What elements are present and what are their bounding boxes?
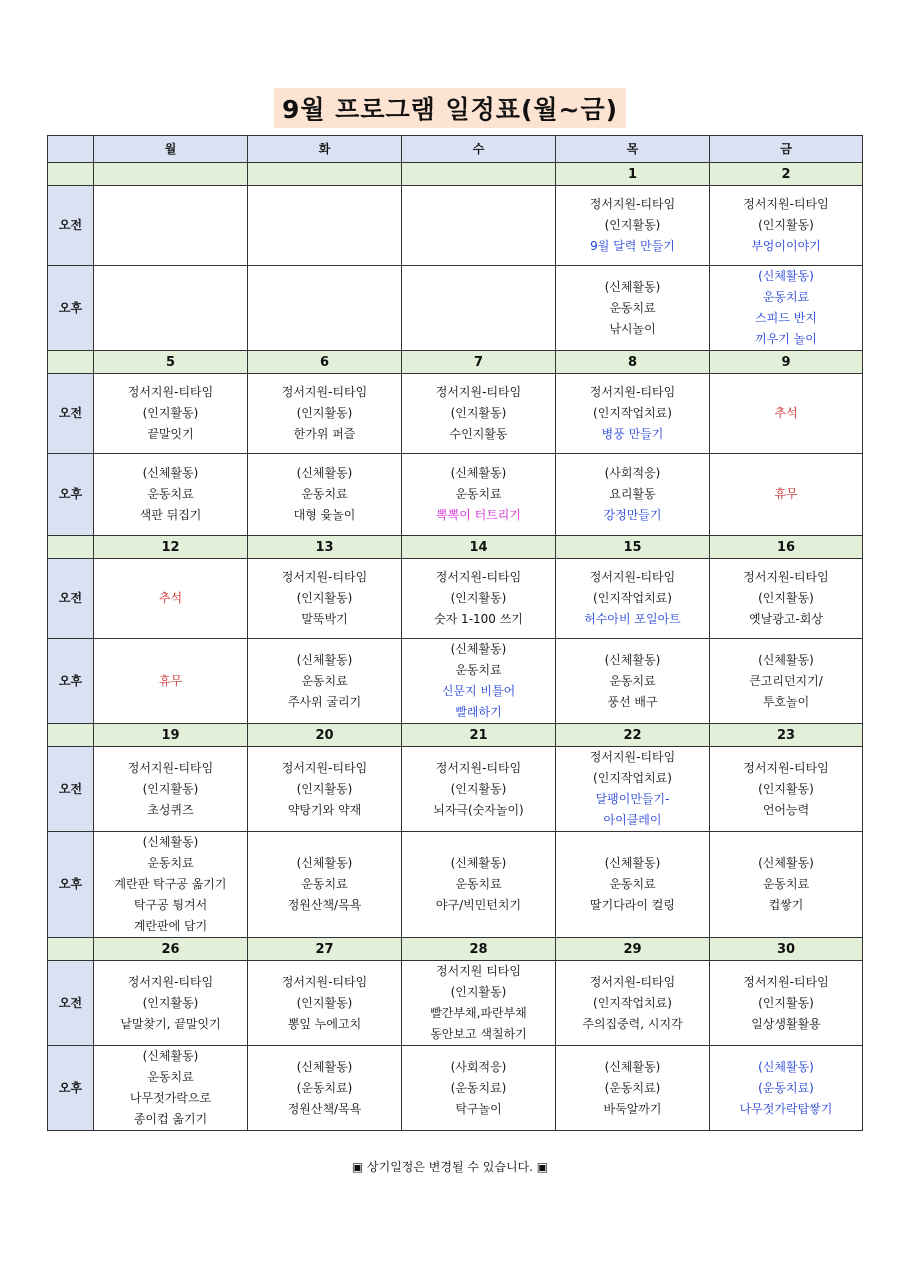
activity-line: (운동치료) — [758, 1080, 814, 1095]
activity-line: 낱말찾기, 끝말잇기 — [120, 1016, 221, 1031]
activity-line: (인지활동) — [604, 218, 661, 232]
date-cell: 20 — [248, 724, 402, 747]
activity-line: (신체활동) — [758, 652, 814, 667]
schedule-cell — [248, 559, 402, 639]
activity-line: 딸기다라이 컬링 — [590, 898, 675, 912]
schedule-cell — [94, 186, 248, 266]
activity-line: (인지작업치료) — [593, 995, 672, 1010]
schedule-cell — [248, 1046, 402, 1131]
activity-line: 나무젓가락탑쌓기 — [739, 1101, 833, 1116]
day-header-row — [48, 136, 863, 163]
activity-line: (인지활동) — [450, 985, 507, 999]
activity-line: (인지활동) — [758, 995, 814, 1010]
activity-line: 일상생활활용 — [751, 1016, 821, 1031]
schedule-cell — [94, 1046, 248, 1131]
schedule-cell — [248, 747, 402, 832]
activity-line: 컵쌓기 — [768, 898, 804, 912]
date-cell: 9 — [710, 351, 863, 374]
date-cell: 26 — [94, 938, 248, 961]
date-cell: 16 — [710, 536, 863, 559]
schedule-cell — [556, 639, 710, 724]
activity-line: (신체활동) — [296, 466, 353, 480]
activity-line: (신체활동) — [604, 652, 661, 667]
period-row-am — [48, 374, 863, 454]
schedule-cell — [710, 559, 863, 639]
activity-line: 정원산책/목욕 — [287, 898, 362, 912]
date-cell: 2 — [710, 163, 863, 186]
activity-line: (인지활동) — [296, 591, 353, 605]
period-row-am — [48, 559, 863, 639]
activity-line: 정서지원-티타임 — [435, 570, 522, 584]
schedule-cell — [556, 454, 710, 536]
activity-line: (신체활동) — [296, 856, 353, 870]
date-row-label — [48, 724, 94, 747]
activity-line: (인지활동) — [142, 995, 199, 1010]
activity-line: 부엉이이야기 — [751, 239, 821, 253]
period-label: 오전 — [48, 559, 94, 639]
activity-line: (신체활동) — [142, 835, 199, 849]
activity-line: 운동치료 — [301, 673, 348, 688]
activity-line: 아이클레이 — [603, 813, 662, 827]
date-row — [48, 724, 863, 747]
schedule-cell — [248, 832, 402, 938]
activity-line: 정서지원-티타임 — [589, 750, 676, 764]
activity-line: 운동치료 — [301, 877, 348, 891]
schedule-cell — [94, 832, 248, 938]
title-wrap — [0, 88, 900, 128]
activity-line: 운동치료 — [455, 487, 502, 501]
schedule-cell — [556, 266, 710, 351]
schedule-cell — [710, 639, 863, 724]
activity-line: 정서지원-티타임 — [589, 385, 676, 399]
schedule-cell — [710, 454, 863, 536]
activity-line: 정서지원-티타임 — [127, 760, 214, 775]
date-cell: 22 — [556, 724, 710, 747]
activity-line: 병풍 만들기 — [601, 427, 664, 441]
period-row-am — [48, 186, 863, 266]
activity-line: 정서지원-티타임 — [589, 974, 676, 989]
activity-line: 수인지활동 — [449, 427, 508, 441]
activity-line: 정서지원-티타임 — [589, 197, 676, 211]
activity-line: (운동치료) — [450, 1080, 507, 1095]
activity-line: 끼우기 놀이 — [755, 332, 817, 346]
activity-line: (신체활동) — [604, 279, 661, 294]
activity-line: 강정만들기 — [603, 508, 662, 522]
activity-line: (인지활동) — [142, 781, 199, 796]
date-cell: 29 — [556, 938, 710, 961]
period-label: 오후 — [48, 832, 94, 938]
schedule-cell — [710, 832, 863, 938]
date-row-label — [48, 938, 94, 961]
activity-line: 투호놀이 — [762, 694, 810, 709]
schedule-cell — [402, 961, 556, 1046]
date-cell — [402, 163, 556, 186]
date-cell: 6 — [248, 351, 402, 374]
schedule-cell — [402, 639, 556, 724]
activity-line: (인지활동) — [758, 591, 814, 605]
date-row-label — [48, 163, 94, 186]
period-row-pm — [48, 639, 863, 724]
schedule-cell — [248, 374, 402, 454]
day-header-fri: 금 — [710, 136, 863, 163]
schedule-cell — [94, 747, 248, 832]
activity-line: 정원산책/목욕 — [287, 1101, 362, 1116]
date-cell: 30 — [710, 938, 863, 961]
activity-line: 낚시놀이 — [609, 321, 656, 336]
schedule-cell — [710, 266, 863, 351]
activity-line: 탁구놀이 — [455, 1101, 502, 1116]
activity-line: 운동치료 — [609, 300, 656, 315]
activity-line: 탁구공 튕겨서 — [133, 898, 208, 912]
activity-line: (신체활동) — [758, 856, 814, 870]
period-label: 오후 — [48, 1046, 94, 1131]
date-cell: 28 — [402, 938, 556, 961]
schedule-cell — [248, 961, 402, 1046]
period-row-pm — [48, 832, 863, 938]
schedule-cell — [710, 186, 863, 266]
activity-line: 언어능력 — [762, 802, 810, 817]
day-header-mon: 월 — [94, 136, 248, 163]
schedule-cell — [402, 747, 556, 832]
activity-line: 계란판 탁구공 옮기기 — [114, 877, 227, 891]
activity-line: 운동치료 — [301, 487, 348, 501]
activity-line: 정서지원-티타임 — [743, 197, 829, 211]
activity-line: (신체활동) — [296, 1059, 353, 1074]
schedule-cell — [402, 266, 556, 351]
activity-line: 나무젓가락으로 — [129, 1091, 212, 1105]
activity-line: (인지활동) — [296, 406, 353, 420]
activity-line: 정서지원-티타임 — [589, 570, 676, 584]
schedule-cell — [402, 374, 556, 454]
activity-line: 운동치료 — [609, 877, 656, 891]
period-label: 오전 — [48, 186, 94, 266]
activity-line: (신체활동) — [604, 1059, 661, 1074]
activity-line: (인지활동) — [758, 218, 814, 232]
activity-line: 추석 — [774, 406, 798, 420]
period-row-am — [48, 961, 863, 1046]
activity-line: 정서지원-티타임 — [281, 570, 368, 584]
activity-line: (인지활동) — [296, 781, 353, 796]
period-label: 오전 — [48, 961, 94, 1046]
activity-line: (신체활동) — [758, 1059, 814, 1074]
activity-line: 운동치료 — [455, 877, 502, 891]
schedule-cell — [710, 961, 863, 1046]
period-label: 오전 — [48, 374, 94, 454]
activity-line: 정서지원-티타임 — [743, 570, 829, 584]
activity-line: (인지활동) — [296, 995, 353, 1010]
period-label: 오후 — [48, 639, 94, 724]
date-cell: 14 — [402, 536, 556, 559]
activity-line: (인지작업치료) — [593, 406, 672, 420]
activity-line: 운동치료 — [147, 1070, 194, 1084]
activity-line: (사회적응) — [450, 1059, 507, 1074]
date-row — [48, 351, 863, 374]
schedule-cell — [248, 639, 402, 724]
period-label: 오후 — [48, 454, 94, 536]
schedule-cell — [556, 186, 710, 266]
day-header-thu: 목 — [556, 136, 710, 163]
activity-line: 색판 뒤집기 — [139, 508, 202, 522]
corner-cell — [48, 136, 94, 163]
day-header-tue: 화 — [248, 136, 402, 163]
activity-line: 종이컵 옮기기 — [133, 1112, 208, 1126]
activity-line: 큰고리던지기/ — [749, 673, 823, 688]
schedule-cell — [556, 832, 710, 938]
schedule-cell — [402, 1046, 556, 1131]
schedule-cell — [402, 559, 556, 639]
date-cell — [94, 163, 248, 186]
activity-line: (신체활동) — [604, 856, 661, 870]
schedule-cell — [94, 454, 248, 536]
activity-line: (신체활동) — [450, 642, 507, 656]
activity-line: 약탕기와 약재 — [287, 802, 362, 817]
date-cell: 23 — [710, 724, 863, 747]
date-cell: 12 — [94, 536, 248, 559]
activity-line: 운동치료 — [147, 487, 194, 501]
activity-line: (운동치료) — [296, 1080, 353, 1095]
activity-line: 끝말잇기 — [147, 427, 194, 441]
activity-line: 운동치료 — [609, 673, 656, 688]
activity-line: (신체활동) — [450, 856, 507, 870]
activity-line: 운동치료 — [455, 663, 502, 677]
activity-line: 9월 달력 만들기 — [590, 239, 675, 253]
schedule-cell — [248, 266, 402, 351]
activity-line: 달팽이만들기- — [595, 792, 670, 806]
schedule-cell — [402, 454, 556, 536]
activity-line: (인지작업치료) — [593, 771, 672, 785]
activity-line: (인지활동) — [142, 406, 199, 420]
date-cell: 1 — [556, 163, 710, 186]
schedule-cell — [94, 266, 248, 351]
period-row-pm — [48, 266, 863, 351]
activity-line: 초성퀴즈 — [147, 802, 194, 817]
activity-line: (신체활동) — [296, 652, 353, 667]
activity-line: (신체활동) — [758, 269, 814, 283]
footer-note: ▣ 상기일정은 변경될 수 있습니다. ▣ — [351, 1160, 549, 1174]
date-row-label — [48, 351, 94, 374]
schedule-cell — [710, 1046, 863, 1131]
activity-line: 정서지원-티타임 — [281, 760, 368, 775]
date-cell: 27 — [248, 938, 402, 961]
activity-line: 정서지원-티타임 — [127, 974, 214, 989]
schedule-cell — [556, 1046, 710, 1131]
period-row-am — [48, 747, 863, 832]
activity-line: (운동치료) — [604, 1080, 661, 1095]
activity-line: 정서지원 티타임 — [436, 964, 521, 978]
schedule-body — [48, 163, 863, 1131]
schedule-cell — [710, 374, 863, 454]
activity-line: 동안보고 색칠하기 — [430, 1027, 527, 1041]
activity-line: 정서지원-티타임 — [743, 974, 829, 989]
schedule-cell — [94, 639, 248, 724]
period-row-pm — [48, 1046, 863, 1131]
schedule-cell — [248, 186, 402, 266]
date-cell: 7 — [402, 351, 556, 374]
schedule-cell — [556, 559, 710, 639]
activity-line: 야구/빅민턴치기 — [435, 898, 522, 912]
activity-line: 뽕잎 누에고치 — [287, 1016, 362, 1031]
schedule-cell — [556, 374, 710, 454]
activity-line: 정서지원-티타임 — [743, 760, 829, 775]
activity-line: 허수아비 포일아트 — [584, 612, 681, 626]
activity-line: 요리활동 — [609, 487, 656, 501]
activity-line: 숫자 1-100 쓰기 — [434, 612, 523, 626]
page-title: 9월 프로그램 일정표(월~금) — [274, 88, 626, 128]
activity-line: 빨래하기 — [455, 705, 502, 719]
activity-line: 운동치료 — [762, 877, 810, 891]
activity-line: 정서지원-티타임 — [435, 760, 522, 775]
schedule-table — [47, 135, 863, 1131]
date-row — [48, 163, 863, 186]
period-label: 오전 — [48, 747, 94, 832]
activity-line: 뇌자극(숫자놀이) — [433, 802, 524, 817]
date-row — [48, 938, 863, 961]
activity-line: 주의집중력, 시지각 — [582, 1016, 683, 1031]
date-cell: 8 — [556, 351, 710, 374]
activity-line: 주사위 굴리기 — [287, 694, 362, 709]
activity-line: 신문지 비틀어 — [441, 684, 516, 698]
activity-line: (인지활동) — [758, 781, 814, 796]
activity-line: 풍선 배구 — [607, 694, 658, 709]
day-header-wed: 수 — [402, 136, 556, 163]
date-cell: 19 — [94, 724, 248, 747]
activity-line: 정서지원-티타임 — [281, 974, 368, 989]
date-row — [48, 536, 863, 559]
activity-line: (신체활동) — [142, 1049, 199, 1063]
date-row-label — [48, 536, 94, 559]
activity-line: 스피드 반지 — [755, 311, 817, 325]
activity-line: 계란판에 담기 — [133, 919, 208, 933]
activity-line: 휴무 — [774, 487, 798, 501]
activity-line: 추석 — [158, 591, 183, 605]
date-cell: 21 — [402, 724, 556, 747]
schedule-cell — [94, 559, 248, 639]
period-row-pm — [48, 454, 863, 536]
activity-line: (신체활동) — [450, 466, 507, 480]
activity-line: (인지활동) — [450, 781, 507, 796]
activity-line: (인지작업치료) — [593, 591, 672, 605]
activity-line: 대형 윷놀이 — [293, 508, 356, 522]
activity-line: (인지활동) — [450, 591, 507, 605]
activity-line: 뽁뽁이 터트리기 — [436, 508, 521, 522]
activity-line: (사회적응) — [604, 466, 661, 480]
activity-line: 정서지원-티타임 — [127, 385, 214, 399]
schedule-cell — [94, 961, 248, 1046]
activity-line: 빨간부채,파란부채 — [430, 1006, 527, 1020]
date-cell — [248, 163, 402, 186]
activity-line: 옛날광고-회상 — [749, 612, 823, 626]
activity-line: 휴무 — [158, 673, 183, 688]
activity-line: 운동치료 — [762, 290, 810, 304]
date-cell: 5 — [94, 351, 248, 374]
schedule-cell — [710, 747, 863, 832]
date-cell: 13 — [248, 536, 402, 559]
schedule-cell — [556, 747, 710, 832]
schedule-cell — [402, 832, 556, 938]
schedule-cell — [402, 186, 556, 266]
schedule-cell — [94, 374, 248, 454]
period-label: 오후 — [48, 266, 94, 351]
activity-line: 한가위 퍼즐 — [293, 427, 356, 441]
activity-line: (인지활동) — [450, 406, 507, 420]
activity-line: 정서지원-티타임 — [281, 385, 368, 399]
schedule-cell — [248, 454, 402, 536]
activity-line: (신체활동) — [142, 466, 199, 480]
date-cell: 15 — [556, 536, 710, 559]
activity-line: 운동치료 — [147, 856, 194, 870]
activity-line: 바둑알까기 — [603, 1101, 662, 1116]
activity-line: 말뚝박기 — [301, 612, 348, 626]
activity-line: 정서지원-티타임 — [435, 385, 522, 399]
schedule-cell — [556, 961, 710, 1046]
